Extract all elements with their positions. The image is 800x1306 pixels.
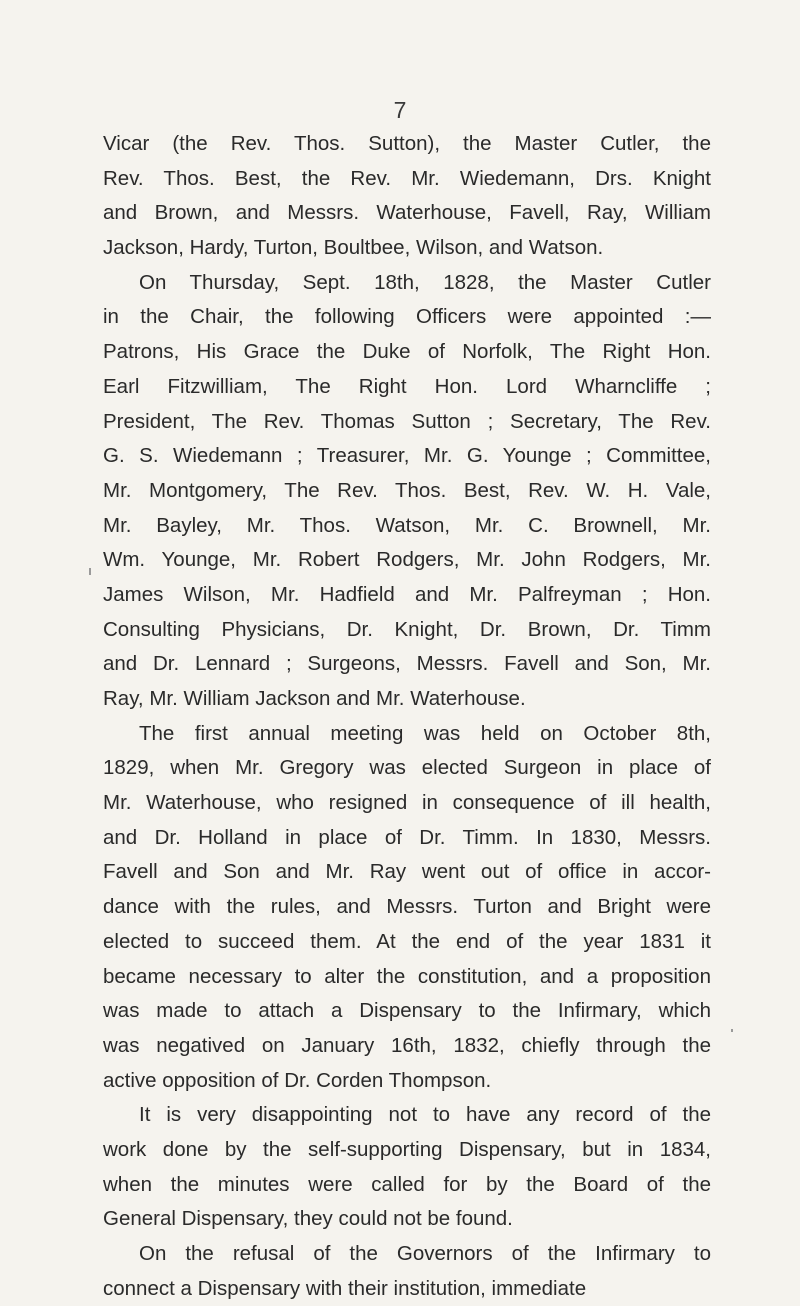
body-text <box>103 127 711 1306</box>
text-line: Wm. Younge, Mr. Robert Rodgers, Mr. John Rodgers, Mr. <box>103 548 711 572</box>
print-speck <box>89 568 91 575</box>
text-line: Patrons, His Grace the Duke of Norfolk, The Right Hon. <box>103 340 711 364</box>
text-line: Mr. Waterhouse, who resigned in consequence of ill health, <box>103 791 711 815</box>
text-line: G. S. Wiedemann ; Treasurer, Mr. G. Younge ; Committee, <box>103 444 711 468</box>
text-line: was made to attach a Dispensary to the Infirmary, which <box>103 999 711 1023</box>
print-speck <box>731 1029 733 1032</box>
text-line: 1829, when Mr. Gregory was elected Surgeon in place of <box>103 756 711 780</box>
text-line: was negatived on January 16th, 1832, chiefly through the <box>103 1033 711 1057</box>
text-line: On the refusal of the Governors of the Infirmary to <box>139 1242 711 1265</box>
text-line: Mr. Bayley, Mr. Thos. Watson, Mr. C. Brownell, Mr. <box>103 513 711 537</box>
text-line: in the Chair, the following Officers were appointed :— <box>103 305 711 329</box>
text-line: Consulting Physicians, Dr. Knight, Dr. Brown, Dr. Timm <box>103 617 711 641</box>
text-line: On Thursday, Sept. 18th, 1828, the Master Cutler <box>139 270 711 294</box>
text-line: Favell and Son and Mr. Ray went out of office in accor- <box>103 860 711 884</box>
text-line: Jackson, Hardy, Turton, Boultbee, Wilson, and Watson. <box>103 236 604 260</box>
text-line: became necessary to alter the constitution, and a proposition <box>103 964 711 988</box>
text-line: Vicar (the Rev. Thos. Sutton), the Master Cutler, the <box>103 132 711 155</box>
text-line: when the minutes were called for by the Board of the <box>103 1172 711 1196</box>
text-line: James Wilson, Mr. Hadfield and Mr. Palfreyman ; Hon. <box>103 582 711 606</box>
text-line: Earl Fitzwilliam, The Right Hon. Lord Wharncliffe ; <box>103 374 711 398</box>
text-line: connect a Dispensary with their institution, immediate <box>103 1276 587 1300</box>
text-line: elected to succeed them. At the end of the year 1831 it <box>103 929 711 953</box>
text-line: and Dr. Lennard ; Surgeons, Messrs. Favell and Son, Mr. <box>103 652 711 676</box>
text-line: active opposition of Dr. Corden Thompson. <box>103 1068 492 1092</box>
text-line: work done by the self-supporting Dispensary, but in 1834, <box>103 1137 711 1161</box>
text-line: Mr. Montgomery, The Rev. Thos. Best, Rev. W. H. Vale, <box>103 478 711 502</box>
text-line: It is very disappointing not to have any record of the <box>139 1103 711 1127</box>
text-line: dance with the rules, and Messrs. Turton and Bright were <box>103 895 711 919</box>
text-line: General Dispensary, they could not be found. <box>103 1207 513 1231</box>
text-line: Rev. Thos. Best, the Rev. Mr. Wiedemann, Drs. Knight <box>103 166 711 190</box>
text-line: The first annual meeting was held on October 8th, <box>139 721 711 745</box>
text-line: Ray, Mr. William Jackson and Mr. Waterhouse. <box>103 687 526 710</box>
text-line: and Brown, and Messrs. Waterhouse, Favell, Ray, William <box>103 201 711 225</box>
page-number: 7 <box>393 97 407 123</box>
text-line: President, The Rev. Thomas Sutton ; Secretary, The Rev. <box>103 409 711 433</box>
text-line: and Dr. Holland in place of Dr. Timm. In 1830, Messrs. <box>103 825 711 849</box>
